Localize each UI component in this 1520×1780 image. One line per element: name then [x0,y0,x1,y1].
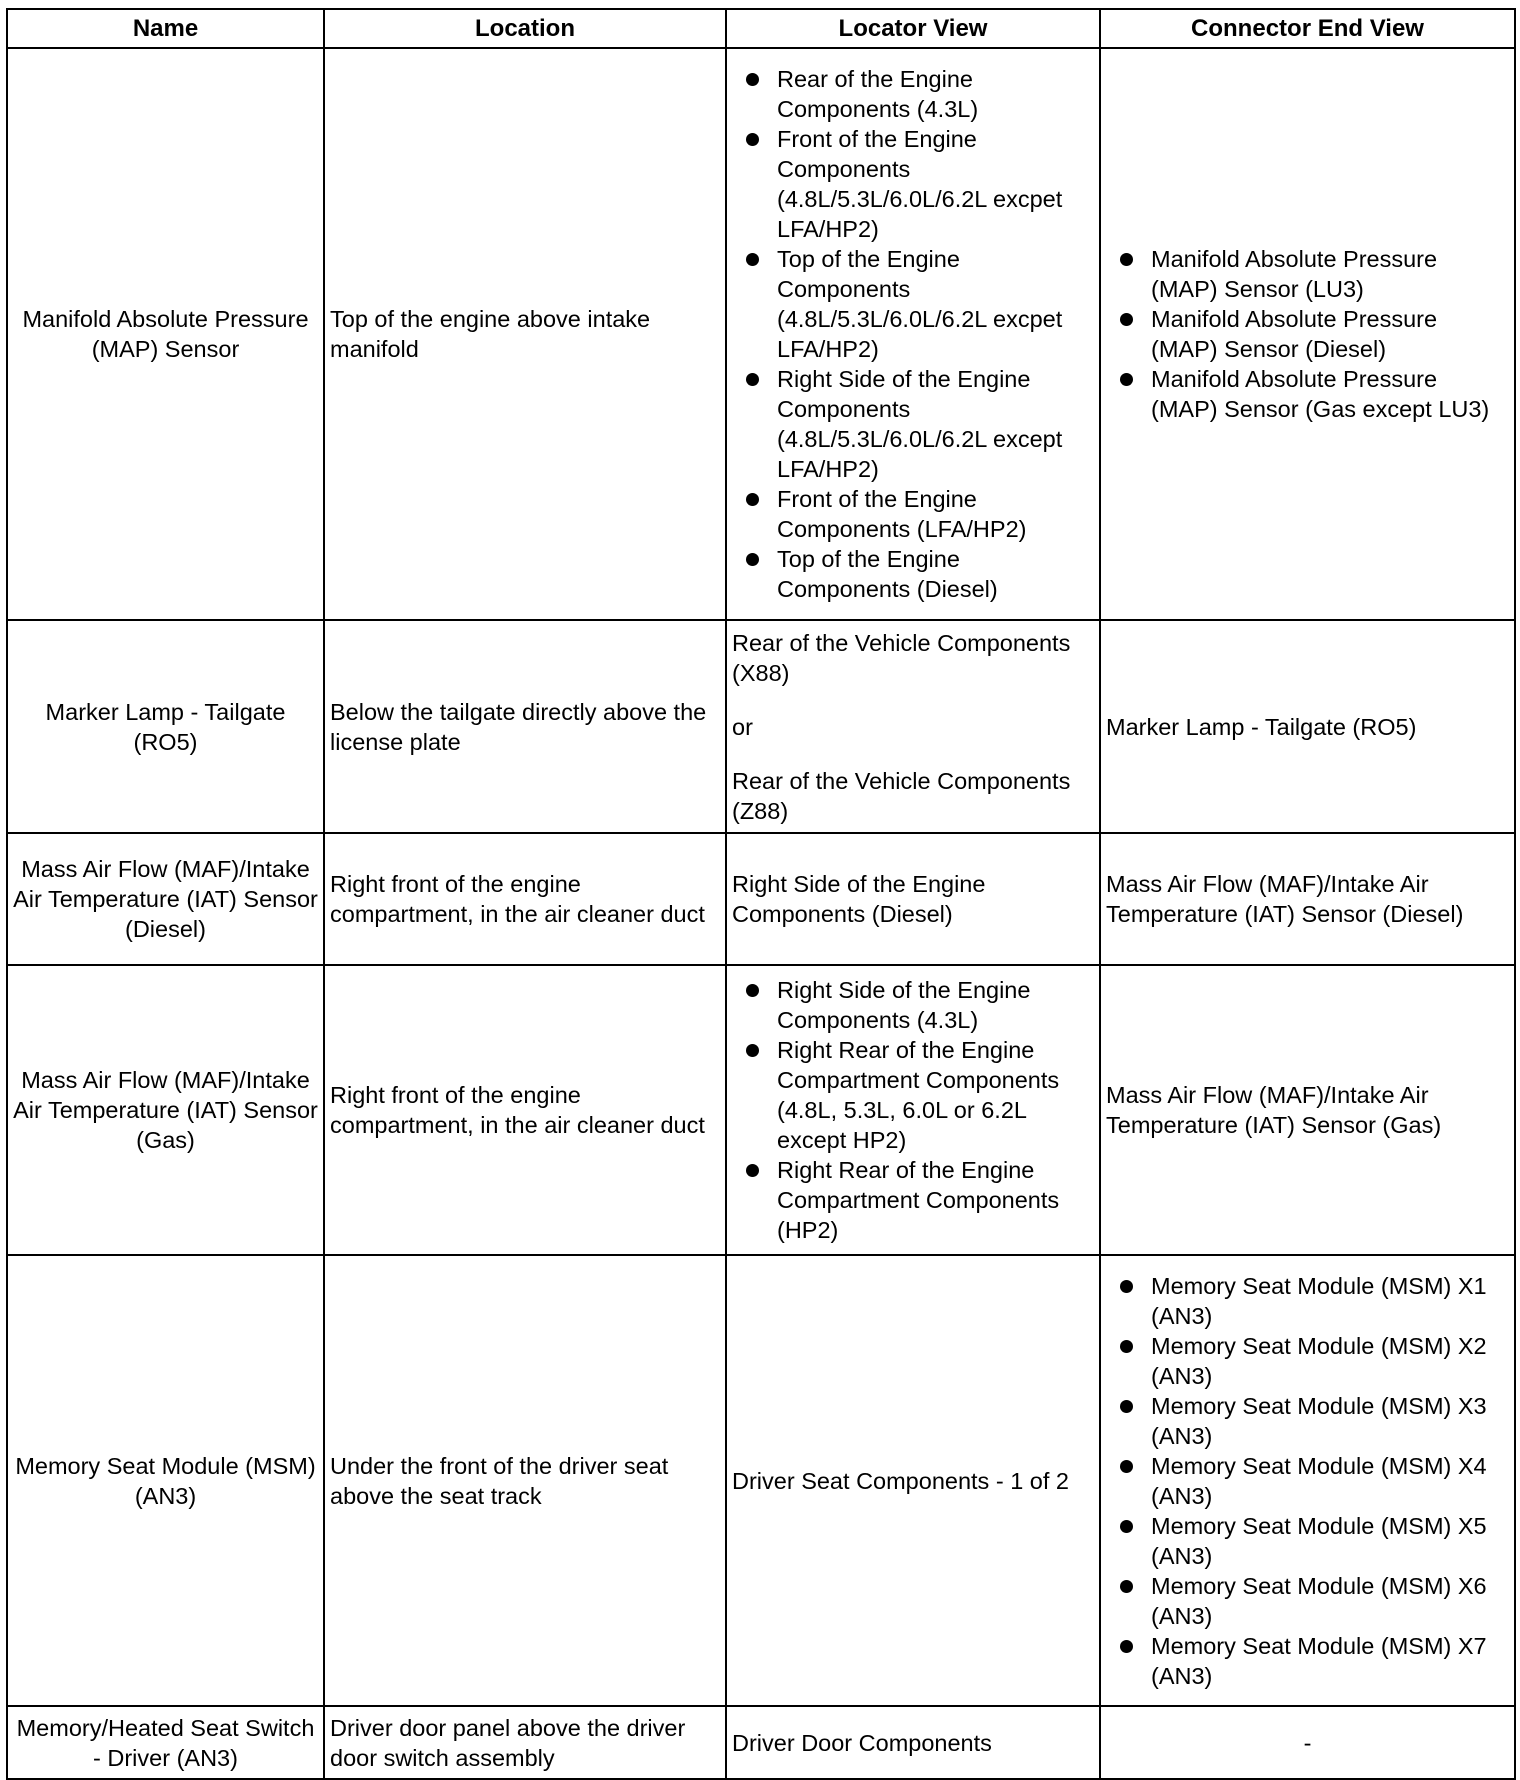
list-item: Memory Seat Module (MSM) X4 (AN3) [1151,1451,1509,1511]
list-item: Memory Seat Module (MSM) X6 (AN3) [1151,1571,1509,1631]
list-item: Right Rear of the Engine Compartment Components (4.8L, 5.3L, 6.0L or 6.2L except HP2) [777,1035,1094,1155]
cell-name: Mass Air Flow (MAF)/Intake Air Temperature (IAT) Sensor (Gas) [7,965,324,1255]
cell-name: Memory/Heated Seat Switch - Driver (AN3) [7,1706,324,1779]
cell-connector-end-view: Mass Air Flow (MAF)/Intake Air Temperature (IAT) Sensor (Diesel) [1100,833,1515,965]
cell-name: Mass Air Flow (MAF)/Intake Air Temperature (IAT) Sensor (Diesel) [7,833,324,965]
list-item: Right Side of the Engine Components (4.8L/5.3L/6.0L/6.2L except LFA/HP2) [777,364,1094,484]
cell-connector-end-view: Mass Air Flow (MAF)/Intake Air Temperature (IAT) Sensor (Gas) [1100,965,1515,1255]
cell-locator-view: Driver Seat Components - 1 of 2 [726,1255,1100,1706]
header-name: Name [7,9,324,48]
list-item: Front of the Engine Components (4.8L/5.3L/6.0L/6.2L excpet LFA/HP2) [777,124,1094,244]
table-row [7,1706,1515,1779]
cell-locator-view: Driver Door Components [726,1706,1100,1779]
table-row [7,1255,1515,1706]
cell-connector-end-view [1100,48,1515,620]
header-locator-view: Locator View [726,9,1100,48]
cell-name: Marker Lamp - Tailgate (RO5) [7,620,324,833]
cell-locator-view [726,620,1100,833]
list-item: Memory Seat Module (MSM) X2 (AN3) [1151,1331,1509,1391]
table-row [7,620,1515,833]
cell-name: Manifold Absolute Pressure (MAP) Sensor [7,48,324,620]
cell-connector-end-view [1100,1255,1515,1706]
cell-locator-view [726,48,1100,620]
list-item: Rear of the Engine Components (4.3L) [777,64,1094,124]
cell-name: Memory Seat Module (MSM) (AN3) [7,1255,324,1706]
cell-locator-view: Right Side of the Engine Components (Diesel) [726,833,1100,965]
cell-location: Driver door panel above the driver door switch assembly [324,1706,726,1779]
list-item: Right Side of the Engine Components (4.3L) [777,975,1094,1035]
header-connector-end-view: Connector End View [1100,9,1515,48]
locator-text: Rear of the Vehicle Components (Z88) [732,767,1071,824]
list-item: Memory Seat Module (MSM) X7 (AN3) [1151,1631,1509,1691]
list-item: Manifold Absolute Pressure (MAP) Sensor (Diesel) [1151,304,1509,364]
table-row [7,833,1515,965]
cell-locator-view [726,965,1100,1255]
cell-location: Under the front of the driver seat above the seat track [324,1255,726,1706]
cell-location: Top of the engine above intake manifold [324,48,726,620]
list-item: Memory Seat Module (MSM) X3 (AN3) [1151,1391,1509,1451]
cell-location: Right front of the engine compartment, in the air cleaner duct [324,833,726,965]
cell-location: Right front of the engine compartment, in the air cleaner duct [324,965,726,1255]
list-item: Top of the Engine Components (Diesel) [777,544,1094,604]
header-location: Location [324,9,726,48]
locator-or-text: or [732,713,753,740]
list-item: Manifold Absolute Pressure (MAP) Sensor (Gas except LU3) [1151,364,1509,424]
cell-location: Below the tailgate directly above the license plate [324,620,726,833]
list-item: Top of the Engine Components (4.8L/5.3L/6.0L/6.2L excpet LFA/HP2) [777,244,1094,364]
list-item: Manifold Absolute Pressure (MAP) Sensor (LU3) [1151,244,1509,304]
list-item: Right Rear of the Engine Compartment Components (HP2) [777,1155,1094,1245]
cell-connector-end-view: Marker Lamp - Tailgate (RO5) [1100,620,1515,833]
list-item: Memory Seat Module (MSM) X5 (AN3) [1151,1511,1509,1571]
table-row [7,965,1515,1255]
locator-text: Rear of the Vehicle Components (X88) [732,629,1071,686]
cell-connector-end-view: - [1100,1706,1515,1779]
list-item: Front of the Engine Components (LFA/HP2) [777,484,1094,544]
list-item: Memory Seat Module (MSM) X1 (AN3) [1151,1271,1509,1331]
header-row [7,9,1515,48]
table-row [7,48,1515,620]
component-locator-table [6,8,1516,1780]
